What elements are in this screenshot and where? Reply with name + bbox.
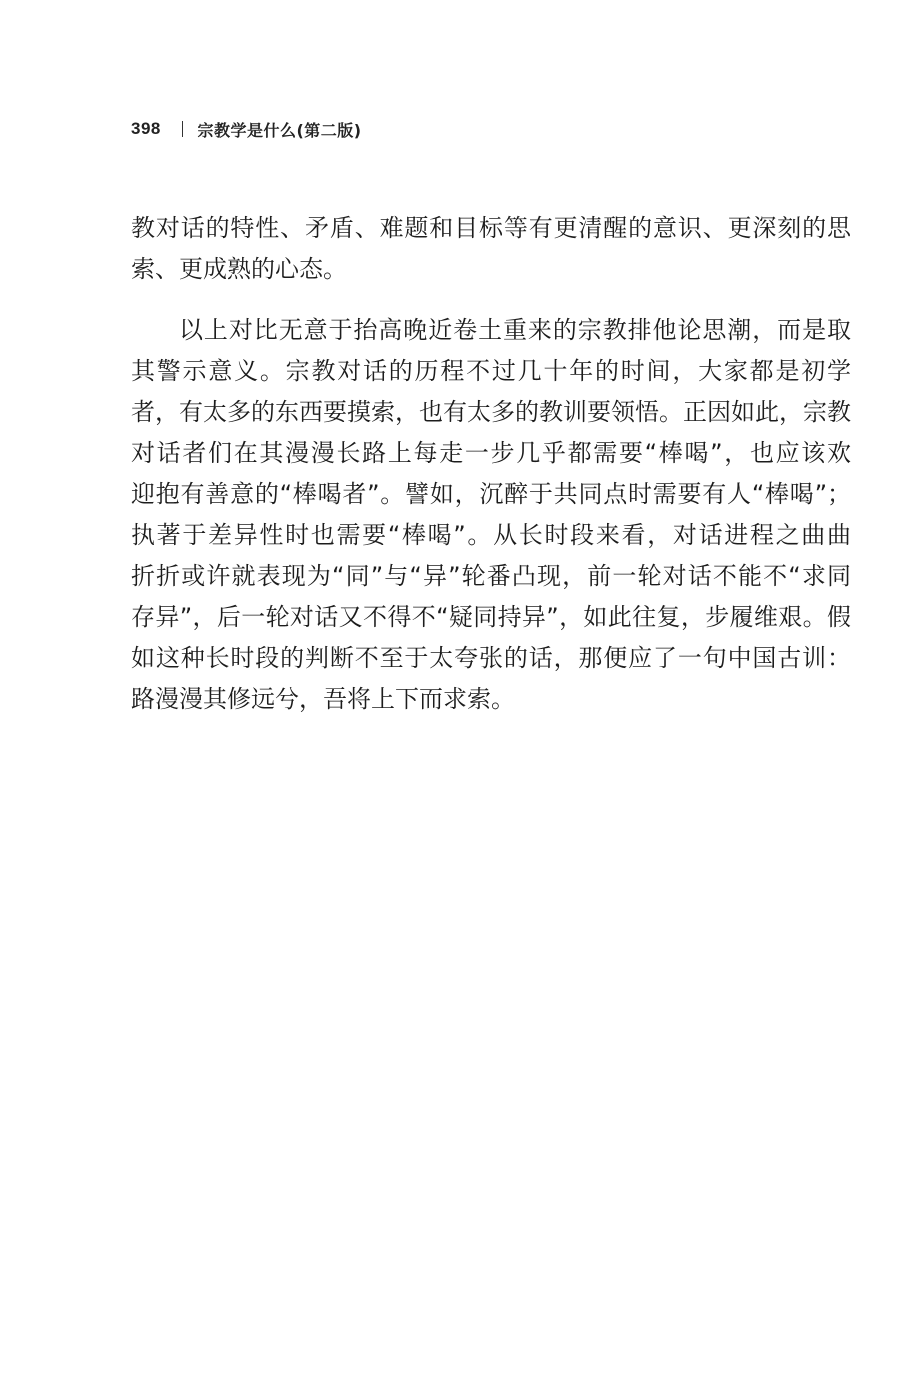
text-line: 对话者们在其漫漫长路上每走一步几乎都需要“棒喝”，也应该欢 xyxy=(131,439,851,467)
text-line: 存异”，后一轮对话又不得不“疑同持异”，如此往复，步履维艰。假 xyxy=(131,603,851,631)
text-line: 教对话的特性、矛盾、难题和目标等有更清醒的意识、更深刻的思 xyxy=(131,214,851,242)
text-line: 执著于差异性时也需要“棒喝”。从长时段来看，对话进程之曲曲 xyxy=(131,521,851,549)
text-line: 如这种长时段的判断不至于太夸张的话，那便应了一句中国古训： xyxy=(131,644,851,672)
paragraph-gap xyxy=(131,290,851,310)
header-separator xyxy=(182,121,184,137)
text-line: 折折或许就表现为“同”与“异”轮番凸现，前一轮对话不能不“求同 xyxy=(131,562,851,590)
paragraph-2 xyxy=(131,310,851,720)
text-line: 迎抱有善意的“棒喝者”。譬如，沉醉于共同点时需要有人“棒喝”； xyxy=(131,480,851,508)
book-title: 宗教学是什么(第二版) xyxy=(197,120,362,140)
text-line: 以上对比无意于抬高晚近卷土重来的宗教排他论思潮，而是取 xyxy=(179,316,851,344)
body-text xyxy=(131,208,851,720)
text-line: 其警示意义。宗教对话的历程不过几十年的时间，大家都是初学 xyxy=(131,357,851,385)
paragraph-1 xyxy=(131,208,851,290)
text-line: 者，有太多的东西要摸索，也有太多的教训要领悟。正因如此，宗教 xyxy=(131,398,851,426)
running-header xyxy=(131,114,362,144)
text-line: 路漫漫其修远兮，吾将上下而求索。 xyxy=(131,685,515,713)
text-line: 索、更成熟的心态。 xyxy=(131,255,347,283)
page-number: 398 xyxy=(131,119,161,138)
